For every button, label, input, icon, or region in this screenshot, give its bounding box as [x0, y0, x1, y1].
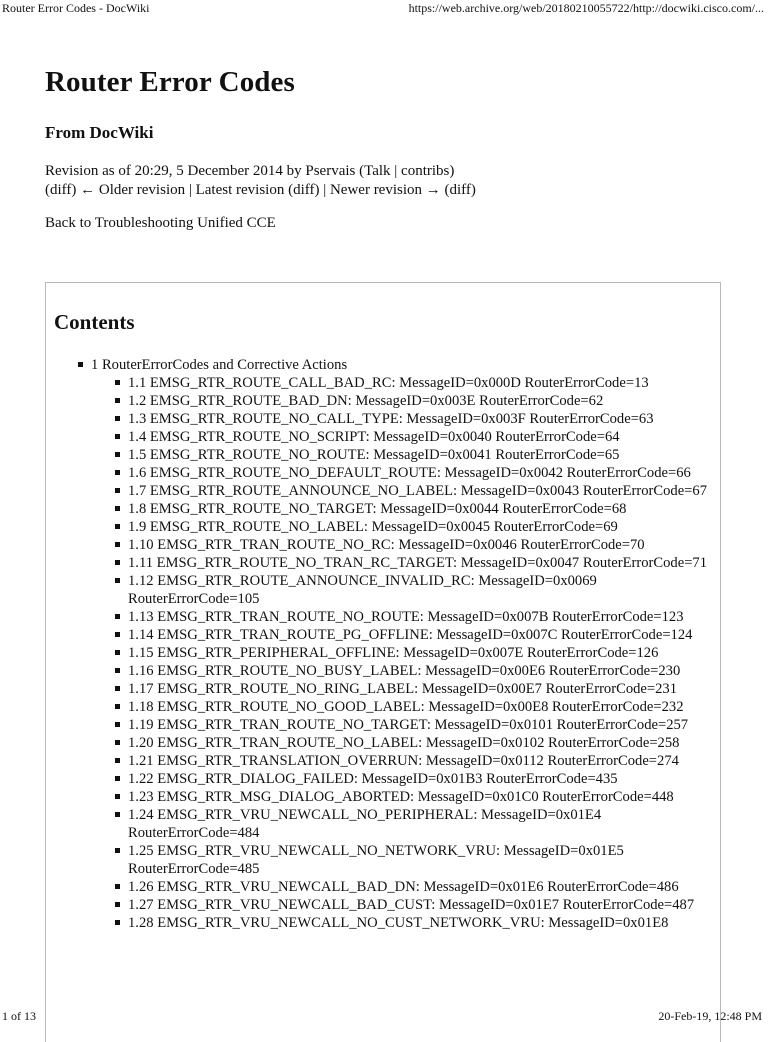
- revision-info: [45, 162, 476, 200]
- toc-item-label[interactable]: 1.26 EMSG_RTR_VRU_NEWCALL_BAD_DN: MessageID=0x01E6 RouterErrorCode=486: [128, 879, 679, 895]
- toc-item-label[interactable]: 1.14 EMSG_RTR_TRAN_ROUTE_PG_OFFLINE: MessageID=0x007C RouterErrorCode=124: [128, 627, 693, 643]
- toc-item-label[interactable]: 1.18 EMSG_RTR_ROUTE_NO_GOOD_LABEL: MessageID=0x00E8 RouterErrorCode=232: [128, 699, 684, 715]
- print-timestamp: 20-Feb-19, 12:48 PM: [658, 1009, 762, 1023]
- toc-item[interactable]: [46, 482, 720, 500]
- bullet-icon: [115, 452, 120, 457]
- toc-item-label[interactable]: 1.21 EMSG_RTR_TRANSLATION_OVERRUN: MessageID=0x0112 RouterErrorCode=274: [128, 753, 679, 769]
- toc-item-label[interactable]: 1.12 EMSG_RTR_ROUTE_ANNOUNCE_INVALID_RC: MessageID=0x0069 RouterErrorCode=105: [128, 573, 597, 607]
- toc-item-section-1[interactable]: [46, 356, 720, 374]
- toc-item[interactable]: [46, 554, 720, 572]
- page-title: Router Error Codes: [45, 66, 295, 98]
- bullet-icon: [115, 560, 120, 565]
- toc-item[interactable]: [46, 806, 720, 842]
- print-header: [0, 0, 768, 18]
- toc-item-label[interactable]: 1.28 EMSG_RTR_VRU_NEWCALL_NO_CUST_NETWORK_VRU: MessageID=0x01E8: [128, 915, 669, 931]
- toc-item[interactable]: [46, 734, 720, 752]
- page-subtitle: From DocWiki: [45, 123, 154, 142]
- toc-item[interactable]: [46, 428, 720, 446]
- bullet-icon: [115, 380, 120, 385]
- bullet-icon: [115, 506, 120, 511]
- toc-item[interactable]: [46, 374, 720, 392]
- bullet-icon: [115, 920, 120, 925]
- bullet-icon: [115, 722, 120, 727]
- bullet-icon: [115, 488, 120, 493]
- toc-item[interactable]: [46, 536, 720, 554]
- page-count: 1 of 13: [2, 1009, 36, 1023]
- bullet-icon: [115, 470, 120, 475]
- revision-line[interactable]: Revision as of 20:29, 5 December 2014 by Pservais (Talk | contribs): [45, 163, 455, 179]
- toc-item[interactable]: [46, 896, 720, 914]
- toc-item-label[interactable]: 1.8 EMSG_RTR_ROUTE_NO_TARGET: MessageID=0x0044 RouterErrorCode=68: [128, 501, 627, 517]
- toc-item[interactable]: [46, 626, 720, 644]
- bullet-icon: [78, 362, 83, 367]
- toc-item[interactable]: [46, 680, 720, 698]
- toc-item-label[interactable]: 1.5 EMSG_RTR_ROUTE_NO_ROUTE: MessageID=0x0041 RouterErrorCode=65: [128, 447, 620, 463]
- toc-item[interactable]: [46, 878, 720, 896]
- bullet-icon: [115, 650, 120, 655]
- toc-item-label[interactable]: 1.3 EMSG_RTR_ROUTE_NO_CALL_TYPE: MessageID=0x003F RouterErrorCode=63: [128, 411, 654, 427]
- toc-item[interactable]: [46, 644, 720, 662]
- toc-item-label[interactable]: 1.27 EMSG_RTR_VRU_NEWCALL_BAD_CUST: MessageID=0x01E7 RouterErrorCode=487: [128, 897, 695, 913]
- toc-item-label[interactable]: 1.23 EMSG_RTR_MSG_DIALOG_ABORTED: MessageID=0x01C0 RouterErrorCode=448: [128, 789, 674, 805]
- toc-item-label[interactable]: 1.2 EMSG_RTR_ROUTE_BAD_DN: MessageID=0x003E RouterErrorCode=62: [128, 393, 604, 409]
- table-of-contents: [45, 282, 721, 1042]
- bullet-icon: [115, 578, 120, 583]
- toc-item[interactable]: [46, 410, 720, 428]
- toc-item[interactable]: [46, 770, 720, 788]
- toc-item[interactable]: [46, 518, 720, 536]
- toc-item-label[interactable]: 1.15 EMSG_RTR_PERIPHERAL_OFFLINE: MessageID=0x007E RouterErrorCode=126: [128, 645, 659, 661]
- toc-item-label[interactable]: 1.6 EMSG_RTR_ROUTE_NO_DEFAULT_ROUTE: MessageID=0x0042 RouterErrorCode=66: [128, 465, 691, 481]
- bullet-icon: [115, 614, 120, 619]
- bullet-icon: [115, 812, 120, 817]
- toc-item-label[interactable]: 1.17 EMSG_RTR_ROUTE_NO_RING_LABEL: MessageID=0x00E7 RouterErrorCode=231: [128, 681, 678, 697]
- back-link[interactable]: Back to Troubleshooting Unified CCE: [45, 215, 276, 231]
- revision-nav[interactable]: (diff) ← Older revision | Latest revision (diff) | Newer revision → (diff): [45, 182, 476, 198]
- print-footer: [0, 1009, 768, 1024]
- page-url[interactable]: https://web.archive.org/web/20180210055722/http://docwiki.cisco.com/...: [408, 1, 764, 15]
- bullet-icon: [115, 542, 120, 547]
- toc-item-label[interactable]: 1.20 EMSG_RTR_TRAN_ROUTE_NO_LABEL: MessageID=0x0102 RouterErrorCode=258: [128, 735, 680, 751]
- bullet-icon: [115, 776, 120, 781]
- toc-item[interactable]: [46, 464, 720, 482]
- toc-item[interactable]: [46, 788, 720, 806]
- toc-item-label[interactable]: 1.9 EMSG_RTR_ROUTE_NO_LABEL: MessageID=0x0045 RouterErrorCode=69: [128, 519, 618, 535]
- bullet-icon: [115, 416, 120, 421]
- toc-item-label[interactable]: 1.7 EMSG_RTR_ROUTE_ANNOUNCE_NO_LABEL: MessageID=0x0043 RouterErrorCode=67: [128, 483, 708, 499]
- toc-item-label[interactable]: 1 RouterErrorCodes and Corrective Actions: [91, 357, 348, 373]
- toc-list: [46, 356, 720, 932]
- bullet-icon: [115, 902, 120, 907]
- toc-item[interactable]: [46, 716, 720, 734]
- bullet-icon: [115, 794, 120, 799]
- toc-heading: Contents: [54, 310, 135, 334]
- toc-item[interactable]: [46, 914, 720, 932]
- toc-item-label[interactable]: 1.16 EMSG_RTR_ROUTE_NO_BUSY_LABEL: MessageID=0x00E6 RouterErrorCode=230: [128, 663, 681, 679]
- bullet-icon: [115, 740, 120, 745]
- tab-title: Router Error Codes - DocWiki: [2, 1, 150, 15]
- toc-item[interactable]: [46, 500, 720, 518]
- bullet-icon: [115, 398, 120, 403]
- toc-item[interactable]: [46, 608, 720, 626]
- bullet-icon: [115, 686, 120, 691]
- bullet-icon: [115, 848, 120, 853]
- bullet-icon: [115, 704, 120, 709]
- toc-item-label[interactable]: 1.22 EMSG_RTR_DIALOG_FAILED: MessageID=0x01B3 RouterErrorCode=435: [128, 771, 618, 787]
- toc-item-label[interactable]: 1.24 EMSG_RTR_VRU_NEWCALL_NO_PERIPHERAL: MessageID=0x01E4 RouterErrorCode=484: [128, 807, 602, 841]
- toc-item-label[interactable]: 1.13 EMSG_RTR_TRAN_ROUTE_NO_ROUTE: MessageID=0x007B RouterErrorCode=123: [128, 609, 684, 625]
- toc-item-label[interactable]: 1.10 EMSG_RTR_TRAN_ROUTE_NO_RC: MessageID=0x0046 RouterErrorCode=70: [128, 537, 645, 553]
- toc-item[interactable]: [46, 392, 720, 410]
- bullet-icon: [115, 758, 120, 763]
- toc-item[interactable]: [46, 698, 720, 716]
- toc-item[interactable]: [46, 842, 720, 878]
- toc-item-label[interactable]: 1.4 EMSG_RTR_ROUTE_NO_SCRIPT: MessageID=0x0040 RouterErrorCode=64: [128, 429, 620, 445]
- toc-item[interactable]: [46, 446, 720, 464]
- toc-item-label[interactable]: 1.19 EMSG_RTR_TRAN_ROUTE_NO_TARGET: MessageID=0x0101 RouterErrorCode=257: [128, 717, 689, 733]
- bullet-icon: [115, 884, 120, 889]
- toc-item[interactable]: [46, 572, 720, 608]
- toc-item[interactable]: [46, 752, 720, 770]
- toc-item-label[interactable]: 1.1 EMSG_RTR_ROUTE_CALL_BAD_RC: MessageID=0x000D RouterErrorCode=13: [128, 375, 649, 391]
- bullet-icon: [115, 524, 120, 529]
- toc-item-label[interactable]: 1.25 EMSG_RTR_VRU_NEWCALL_NO_NETWORK_VRU: MessageID=0x01E5 RouterErrorCode=485: [128, 843, 624, 877]
- bullet-icon: [115, 668, 120, 673]
- toc-item[interactable]: [46, 662, 720, 680]
- toc-item-label[interactable]: 1.11 EMSG_RTR_ROUTE_NO_TRAN_RC_TARGET: MessageID=0x0047 RouterErrorCode=71: [128, 555, 708, 571]
- bullet-icon: [115, 434, 120, 439]
- bullet-icon: [115, 632, 120, 637]
